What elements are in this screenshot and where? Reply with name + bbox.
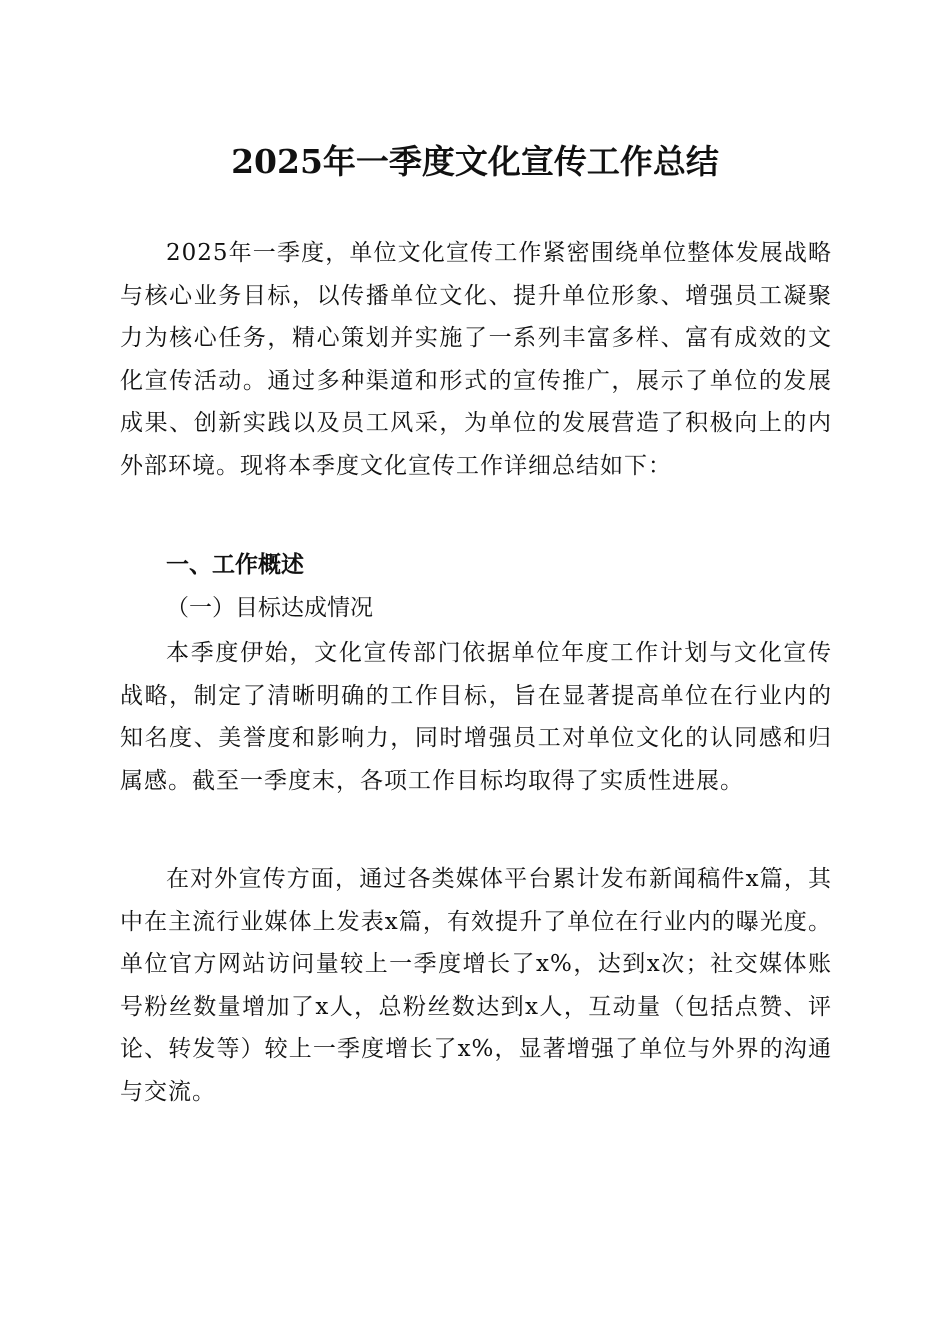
external-publicity-paragraph: 在对外宣传方面，通过各类媒体平台累计发布新闻稿件x篇，其中在主流行业媒体上发表x篇，有效提升了单位在行业内的曝光度。单位官方网站访问量较上一季度增长了x%，达到x次；社交媒体账号粉丝数量增加了x人，总粉丝数达到x人，互动量（包括点赞、评论、转发等）较上一季度增长了x%，显著增强了单位与外界的沟通与交流。 [120, 866, 832, 1105]
goals-paragraph: 本季度伊始，文化宣传部门依据单位年度工作计划与文化宣传战略，制定了清晰明确的工作目标，旨在显著提高单位在行业内的知名度、美誉度和影响力，同时增强员工对单位文化的认同感和归属感。截至一季度末，各项工作目标均取得了实质性进展。 [120, 640, 832, 794]
intro-paragraph: 2025年一季度，单位文化宣传工作紧密围绕单位整体发展战略与核心业务目标，以传播单位文化、提升单位形象、增强员工凝聚力为核心任务，精心策划并实施了一系列丰富多样、富有成效的文化宣传活动。通过多种渠道和形式的宣传推广，展示了单位的发展成果、创新实践以及员工风采，为单位的发展营造了积极向上的内外部环境。现将本季度文化宣传工作详细总结如下： [120, 240, 832, 479]
subsection-heading-goals: （一）目标达成情况 [166, 595, 373, 621]
document-title: 2025年一季度文化宣传工作总结 [231, 142, 719, 181]
section-heading-overview: 一、工作概述 [166, 552, 304, 578]
